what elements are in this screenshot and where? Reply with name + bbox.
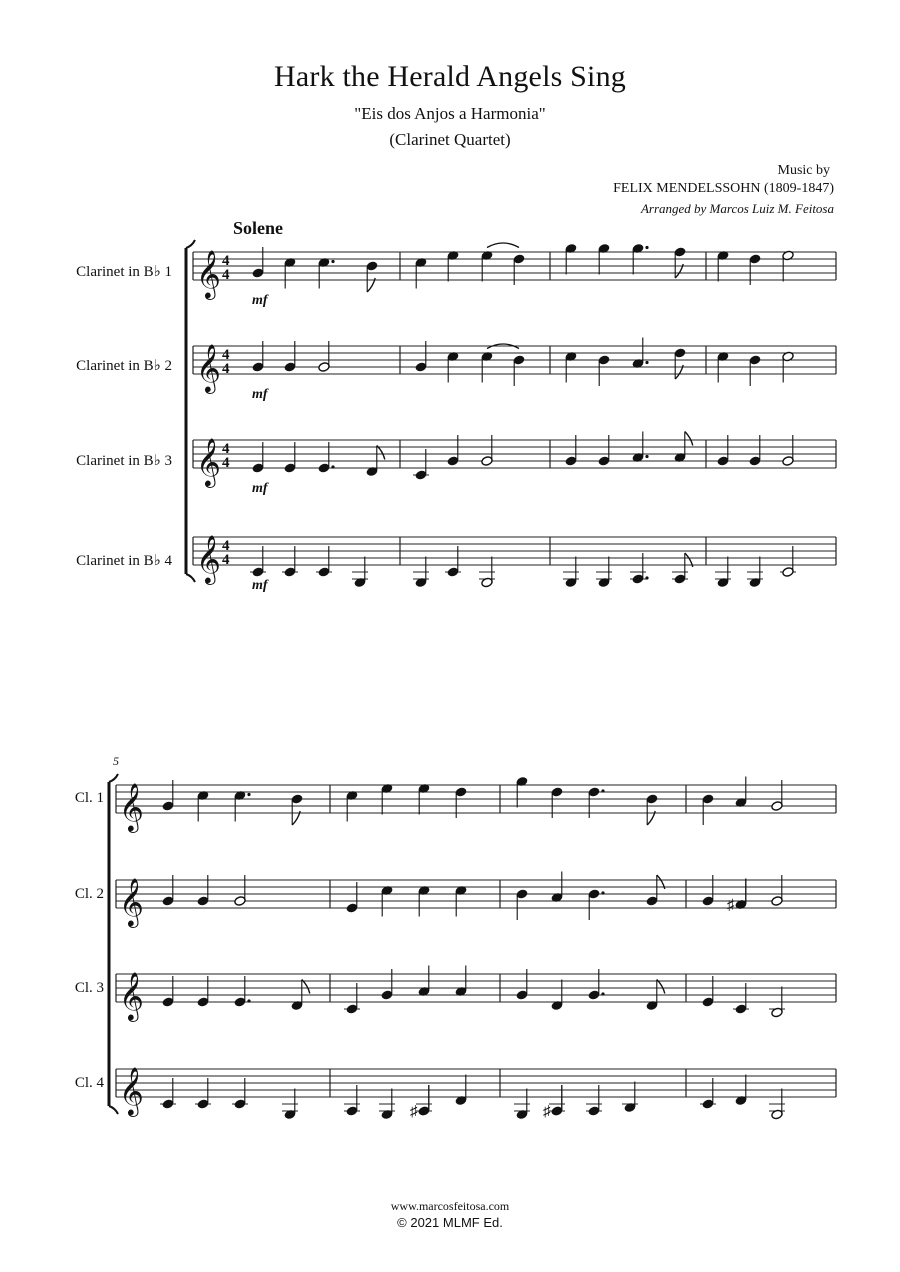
dot: [247, 793, 250, 796]
time-sig-bottom: 4: [222, 552, 230, 568]
instrument-name-1: Clarinet in B♭ 1: [76, 264, 172, 280]
instrument-abbrev-3: Cl. 3: [74, 980, 104, 996]
eighth-flag: [302, 980, 310, 994]
time-sig-bottom: 4: [222, 267, 230, 283]
tempo-marking: Solene: [233, 218, 284, 238]
instrument-name-2: Clarinet in B♭ 2: [76, 358, 172, 374]
instrument-abbrev-2: Cl. 2: [74, 886, 104, 902]
ensemble-label: (Clarinet Quartet): [389, 130, 511, 149]
dot: [247, 999, 250, 1002]
treble-clef: 𝄞: [196, 437, 221, 486]
dynamic-marking: mf: [252, 387, 268, 402]
treble-clef: 𝄞: [196, 249, 221, 298]
instrument-abbrev-1: Cl. 1: [74, 790, 104, 806]
score-title: Hark the Herald Angels Sing: [274, 60, 626, 93]
dot: [601, 789, 604, 792]
time-sig-top: 4: [222, 347, 230, 363]
bracket-hook: [109, 774, 118, 782]
treble-clef: 𝄞: [196, 534, 221, 583]
dot: [645, 361, 648, 364]
time-sig-bottom: 4: [222, 455, 230, 471]
dot: [645, 455, 648, 458]
instrument-name-4: Clarinet in B♭ 4: [76, 553, 172, 569]
instrument-name-3: Clarinet in B♭ 3: [76, 453, 172, 469]
eighth-flag: [657, 980, 665, 994]
treble-clef: 𝄞: [119, 782, 144, 831]
dot: [645, 246, 648, 249]
footer-website: www.marcosfeitosa.com: [390, 1199, 510, 1213]
eighth-flag: [377, 446, 385, 460]
dynamic-marking: mf: [252, 578, 268, 593]
sharp-sign: ♯: [727, 897, 735, 914]
dynamic-marking: mf: [252, 293, 268, 308]
bracket-hook: [186, 574, 195, 582]
score-subtitle: "Eis dos Anjos a Harmonia": [354, 104, 546, 123]
treble-clef: 𝄞: [196, 343, 221, 392]
sharp-sign: ♯: [410, 1104, 418, 1120]
eighth-flag: [685, 432, 693, 446]
time-sig-top: 4: [222, 538, 230, 554]
composer-credit: FELIX MENDELSSOHN (1809-1847): [613, 181, 834, 196]
music-by-label: Music by: [777, 163, 830, 178]
treble-clef: 𝄞: [119, 877, 144, 926]
sharp-sign: ♯: [543, 1104, 551, 1120]
bracket-hook: [186, 240, 195, 248]
dot: [601, 992, 604, 995]
measure-number: 5: [113, 754, 119, 768]
dot: [331, 260, 334, 263]
time-sig-bottom: 4: [222, 361, 230, 377]
time-sig-top: 4: [222, 441, 230, 457]
footer-copyright: © 2021 MLMF Ed.: [397, 1215, 503, 1230]
bracket-hook: [109, 1106, 118, 1114]
dot: [601, 891, 604, 894]
dot: [645, 576, 648, 579]
time-sig-top: 4: [222, 253, 230, 269]
treble-clef: 𝄞: [119, 971, 144, 1020]
tie: [487, 243, 519, 248]
arranger-credit: Arranged by Marcos Luiz M. Feitosa: [640, 201, 834, 216]
dot: [331, 465, 334, 468]
instrument-abbrev-4: Cl. 4: [74, 1075, 104, 1091]
treble-clef: 𝄞: [119, 1066, 144, 1115]
dynamic-marking: mf: [252, 481, 268, 496]
